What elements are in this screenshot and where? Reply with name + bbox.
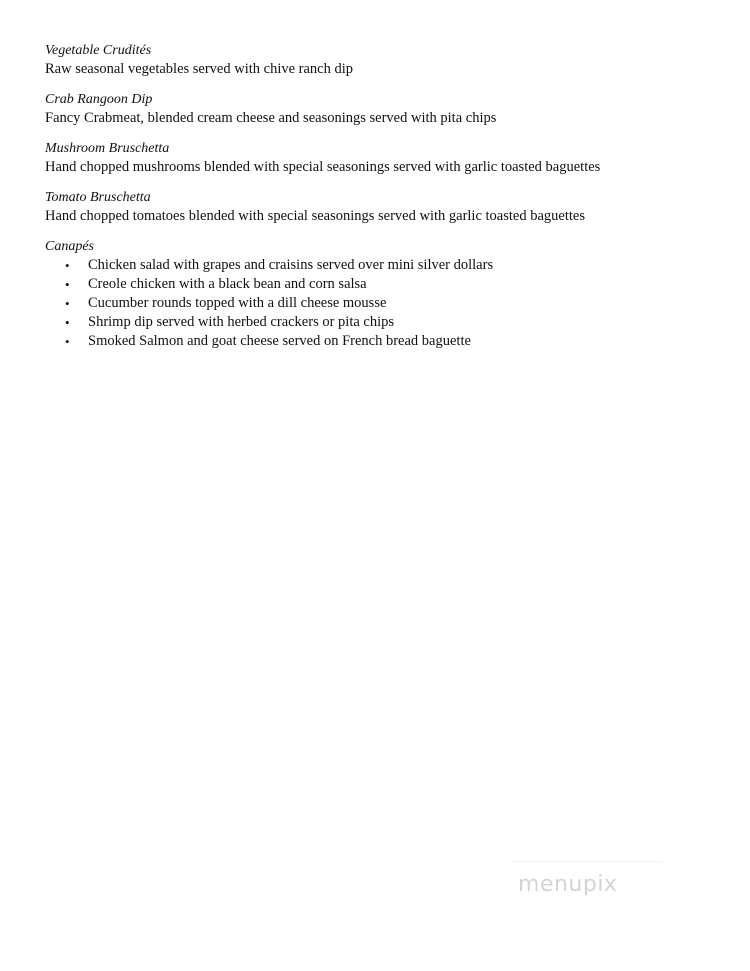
list-item (45, 294, 725, 313)
list-item-text: Creole chicken with a black bean and corn salsa (88, 276, 367, 292)
menu-item-title: Tomato Bruschetta (45, 190, 151, 205)
list-item (45, 332, 725, 351)
menu-item-title: Crab Rangoon Dip (45, 92, 153, 107)
menu-item-description: Hand chopped tomatoes blended with special seasonings served with garlic toasted baguettes (45, 208, 585, 224)
menu-item-title: Vegetable Crudités (45, 43, 152, 58)
list-item-text: Shrimp dip served with herbed crackers or pita chips (88, 314, 395, 330)
menu-item-description: Fancy Crabmeat, blended cream cheese and seasonings served with pita chips (45, 110, 497, 126)
list-item (45, 256, 725, 275)
section-title: Canapés (45, 239, 94, 254)
bullet-icon: • (65, 296, 70, 311)
menu-item-crab-rangoon-dip (45, 90, 725, 128)
menu-item-description: Raw seasonal vegetables served with chive ranch dip (45, 61, 354, 77)
menu-item-mushroom-bruschetta (45, 139, 725, 177)
menu-item-tomato-bruschetta (45, 188, 725, 226)
menupix-watermark: menupix (518, 872, 618, 897)
menu-page (45, 41, 725, 362)
canapes-list (45, 256, 725, 351)
list-item-text: Cucumber rounds topped with a dill cheese mousse (88, 295, 387, 311)
bullet-icon: • (65, 315, 70, 330)
list-item (45, 313, 725, 332)
list-item (45, 275, 725, 294)
bullet-icon: • (65, 258, 70, 273)
list-item-text: Chicken salad with grapes and craisins served over mini silver dollars (88, 257, 494, 273)
menu-section-canapes (45, 237, 725, 351)
bullet-icon: • (65, 334, 70, 349)
menu-item-title: Mushroom Bruschetta (45, 141, 170, 156)
menu-item-description: Hand chopped mushrooms blended with special seasonings served with garlic toasted baguettes (45, 159, 601, 175)
list-item-text: Smoked Salmon and goat cheese served on French bread baguette (88, 333, 471, 349)
menu-item-vegetable-crudites (45, 41, 725, 79)
bullet-icon: • (65, 277, 70, 292)
watermark-divider (514, 861, 662, 862)
